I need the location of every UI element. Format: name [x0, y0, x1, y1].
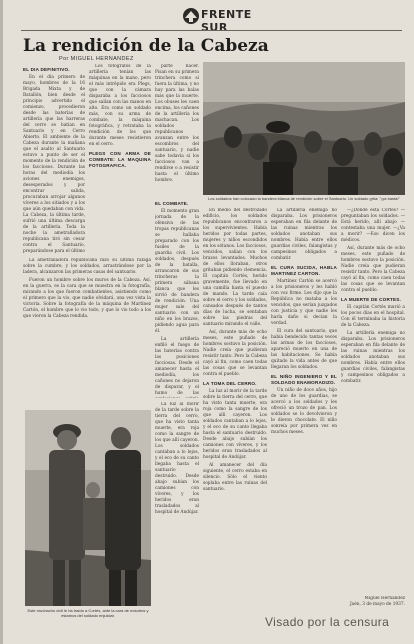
paragraph: Así, durante más de ocho meses, este puñado de hombres sostuvo la posición. Nadie creía que pudieran resistir tanto. Pero la Cabeza cayó al fin, como caen todas las cosas que se levantan contra el pueblo.	[341, 246, 405, 293]
paragraph: Fueron un hombre sobre los muros de la Cabeza. Así, en la guerra, es la cara que se muestra en la fotografía, mirando a los que fueron combatientes, asistiendo como el primero que la vio, que nadie olvidará, una vez vista la victoria. Sobre la fotografía de la máquina de Martínez Cartón, el hombre que lo vio todo, y que lo vio todo a los que vieron la Cabeza rendida.	[23, 278, 151, 319]
column-5	[271, 208, 337, 603]
top-photo-caption: Los soldados han colocado la bandera blanca de rendición sobre el Santuario. Un soldado grita: "¡ya basta!"	[208, 196, 400, 201]
column-1-top	[23, 64, 85, 254]
column-3-mid	[155, 198, 199, 398]
section-heading: LA MUERTE DE CORTES.	[341, 297, 401, 302]
photo-surrender-crowd	[203, 62, 405, 195]
paragraph: El momento gran jornada de la ofensiva de las tropas republicanas se hallaba preparado con los fusiles de la guardia civil. Los soldados, después de la batalla, arrancaron de sus trincheras la primera sábana blanca que les sirvió de bandera de rendición. Una mujer sale del santuario con un niño en los brazos, pidiendo agua para él.	[155, 209, 199, 334]
section-heading: LA TOMA DEL CERRO.	[203, 381, 257, 386]
paragraph: La artillería enfiló el fuego de las baterías contra las posiciones facciosas. Desde el amanecer hasta el mediodía, los cañones no dejaron de disparar, y el humo de las	[155, 337, 199, 396]
column-2-top	[89, 64, 151, 254]
section-heading: PLEGS CON ARMA DE COMBATE: LA MAQUINA FOTOGRAFICA.	[89, 151, 151, 168]
paragraph: En medio del destrozado edificio, los soldados republicanos encontraron a los supervivientes. Había heridos por todas partes, mujeres y niños escondidos en los sótanos. Los facciosos, vencidos, salían con los brazos levantados. Muchos de ellos lloraban, otros gritaban pidiendo clemencia. El capitán Cortés, herido gravemente, fue llevado en una camilla hasta el puesto de mando. La tarde caía sobre el cerro y los soldados, cansados después de tantos días de lucha, se sentaban sobre las piedras del santuario mirando el valle.	[203, 208, 267, 327]
masthead	[181, 6, 271, 34]
masthead-title: FRENTE SUR	[201, 8, 252, 34]
section-heading: EL DIA DEFINITIVO.	[23, 67, 70, 72]
article-headline: La rendición de la Cabeza	[23, 36, 269, 56]
paragraph: La ametralladora republicana hizo su última ráfaga sobre la cumbre, y los soldados, arrastrándose por la ladera, alcanzaron las primeras casas del santuario.	[23, 258, 151, 275]
signature-block	[343, 596, 405, 610]
masthead-rule	[21, 30, 402, 31]
paragraph: La luz al morir de la tarde sobre la tierra del cerro, que ha visto tanta muerte, era roja como la sangre de los que allí cayeron. Los soldados cantaban a lo lejos, y el eco de su canto llegaba hasta el santuario destruido. Desde abajo subían los camiones con víveres, y los heridos eran trasladados al hospital de Andújar.	[155, 402, 199, 515]
paragraph: Un niño de doce años, hijo de uno de los guardias, se acercó a los soldados y les ofreció un trozo de pan. Los soldados se lo devolvieron y le dieron chocolate. El niño sonreía por primera vez en muchos meses.	[271, 388, 337, 435]
column-3-top	[155, 64, 199, 194]
column-6	[341, 208, 405, 603]
column-left-mid	[23, 258, 151, 406]
column-3-bottom	[155, 402, 199, 602]
paragraph: Martínez Cartón se acercó a los prisioneros y les habló con voz firme. Les dijo que la República no mataba a los vencidos, que serían juzgados con justicia y que nadie les haría daño si decían la verdad.	[271, 279, 337, 326]
article-byline: Por MIGUEL HERNANDEZ	[59, 56, 134, 62]
paragraph: Al amanecer del día siguiente, el cerro estaba en silencio. Sólo el viento soplaba entre las ruinas del santuario.	[203, 463, 267, 492]
photo-soldiers	[25, 410, 151, 606]
section-heading: EL COMBATE.	[155, 201, 189, 206]
surrender-crowd-image	[203, 62, 405, 195]
column-4	[203, 208, 267, 588]
section-heading: EL CURA SUCIDA, HABLA MARTINEZ CARTON.	[271, 265, 337, 276]
masthead-emblem-icon	[181, 6, 201, 26]
paragraph: El cura del santuario, que había bendecido tantas veces las armas de los facciosos, apareció muerto en una de las habitaciones. Se había quitado la vida antes de que llegaran los soldados.	[271, 329, 337, 370]
paragraph: Así, durante más de ocho meses, este puñado de hombres sostuvo la posición. Nadie creía que pudieran resistir tanto. Pero la Cabeza cayó al fin, como caen todas las cosas que se levantan contra el pueblo.	[203, 330, 267, 377]
signature: Miguel Hernández	[364, 596, 405, 601]
paragraph: —¿Dónde está Cortés? —preguntaban los soldados. —Está herido, allí abajo —contestaba una mujer. —¿Va a morir? —Eso dicen los médicos.	[341, 208, 405, 243]
paragraph: La luz al morir de la tarde sobre la tierra del cerro, que ha visto tanta muerte, era roja como la sangre de los que allí cayeron. Los soldados cantaban a lo lejos, y el eco de su canto llegaba hasta el santuario destruido. Desde abajo subían los camiones con víveres, y los heridos eran trasladados al hospital de Andújar.	[203, 389, 267, 460]
censorship-stamp: Visado por la censura	[265, 615, 390, 629]
paragraph: parte hacer. Pisan en su primera trinchera como si fuera la última, y no hay para las balas más que la muerte. Los obuses les caen encima, los cañones de la artillería los machacan. Los soldados republicanos avanzan entre los escombros del santuario, y nadie sabe todavía si los facciosos van a rendirse o a resistir hasta el último hombre.	[155, 64, 199, 183]
paragraph: La artillería enemiga no disparaba. Los prisioneros esperaban en fila delante de las ruinas mientras los soldados anotaban sus nombres. Había entre ellos guardias civiles, falangistas y campesinos obligados a combatir.	[341, 331, 405, 384]
paragraph: La artillería enemiga no disparaba. Los prisioneros esperaban en fila delante de las ruinas mientras los soldados anotaban sus nombres. Había entre ellos guardias civiles, falangistas y campesinos obligados a combatir.	[271, 208, 337, 261]
dateline: Jaén, 3 de mayo de 1937.	[349, 602, 405, 607]
paragraph: El capitán Cortés murió a los pocos días en el hospital. Con él terminaba la historia de la Cabeza.	[341, 305, 405, 328]
soldiers-image	[25, 410, 151, 606]
section-heading: EL NIÑO INGENIERO Y EL SOLDADO ENAMORADIZO.	[271, 374, 337, 385]
paragraph: Los fotógrafos de la artillería tenían las máquinas en la mano, pero el más intrépido era Plegs, que con la cámara disparaba a los facciosos que salían con las manos en alto. Era como un soldado más, con su arma de combate, la máquina fotográfica, y retrataba la rendición de los que durante meses resistieron en el cerro.	[89, 64, 151, 147]
bottom-photo-caption: Este muchacho civil le ha traído a Cortés, ante la cara de nosotros y estamos del soldado enjuiciar.	[27, 608, 149, 618]
paragraph: En el día primero de mayo, hombres de la 16 Brigada Mixta y de Batallón, bien desde el principio advertido el comienzo, procedieron desde las baterías de artillería que las barreras del cerro se batían en Santuario y en Cerro Abierto. El ambiente de la Cabeza durante la mañana que el asalto al Santuario estuvo a punto de ser el momento de la rendición de los facciosos. Durante las horas del mediodía los aviones enemigos, desesperados y por encontrar salida, procuraban arrojar algunos víveres a los sitiados y a los que aún quedaban con vida. La Cabeza, la última tarde, sufrió una última descarga de la artillería. Toda la noche la ametralladora republicana tiró sin cesar contra el Santuario, preparándose para el último	[23, 75, 85, 254]
